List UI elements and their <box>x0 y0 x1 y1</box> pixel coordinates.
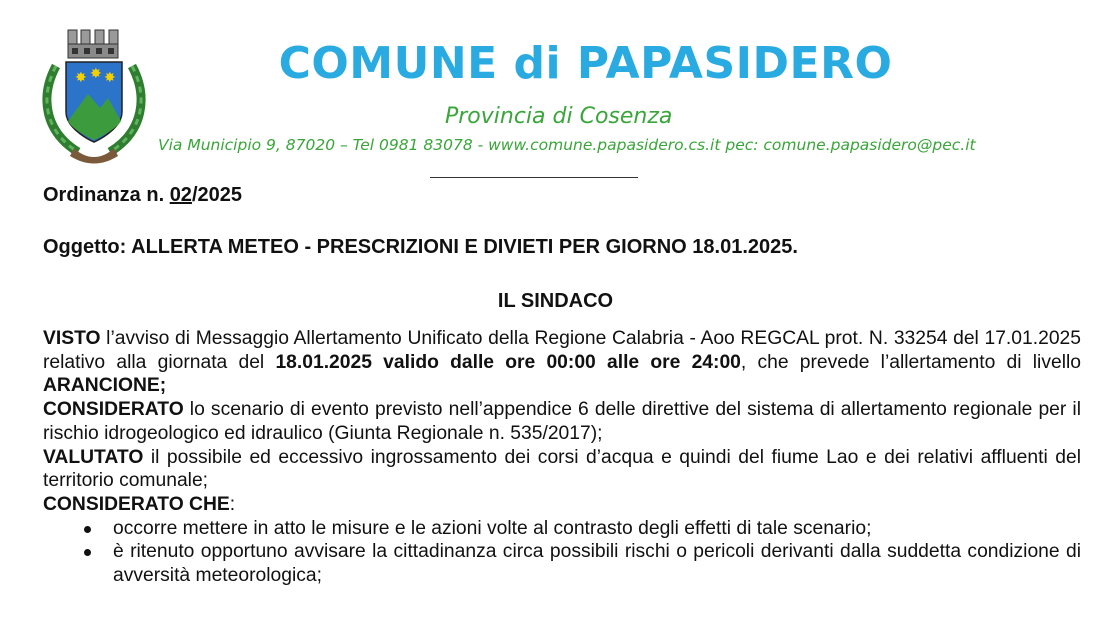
considerato-paragraph: CONSIDERATO lo scenario di evento previsto nell’appendice 6 delle direttive del sistema di allertamento regionale per il rischio idrogeologico ed idraulico (Giunta Regionale n. 535/2017); <box>43 399 1081 444</box>
bullet-icon <box>84 526 91 533</box>
svg-text:✸: ✸ <box>75 70 87 86</box>
list-item: è ritenuto opportuno avvisare la cittadinanza circa possibili rischi o pericoli derivanti dalla suddetta condizione di avversità meteorologica; <box>43 540 1081 587</box>
svg-text:✸: ✸ <box>104 70 116 86</box>
contact-line: Via Municipio 9, 87020 – Tel 0981 83078 - www.comune.papasidero.cs.it pec: comune.papasidero@pec.it <box>158 136 976 154</box>
page-title: COMUNE di PAPASIDERO <box>278 38 893 89</box>
considerations-list <box>43 517 1081 588</box>
list-item: occorre mettere in atto le misure e le azioni volte al contrasto degli effetti di tale scenario; <box>43 517 1081 541</box>
svg-text:✸: ✸ <box>90 66 102 82</box>
subject-line: Oggetto: ALLERTA METEO - PRESCRIZIONI E DIVIETI PER GIORNO 18.01.2025. <box>43 236 798 258</box>
considerato-che-heading: CONSIDERATO CHE: <box>43 493 236 515</box>
header-divider <box>430 177 638 178</box>
valutato-paragraph: VALUTATO il possibile ed eccessivo ingrossamento dei corsi d’acqua e quindi del fiume Lao e dei relativi affluenti del territorio comunale; <box>43 446 1081 492</box>
bullet-icon <box>84 549 91 556</box>
ordinance-number: Ordinanza n. 02/2025 <box>43 184 242 206</box>
section-heading: IL SINDACO <box>497 290 614 312</box>
province-subtitle: Provincia di Cosenza <box>445 104 673 129</box>
document-body <box>43 327 1081 588</box>
visto-paragraph: VISTO l’avviso di Messaggio Allertamento Unificato della Regione Calabria - Aoo REGCAL prot. N. 33254 del 17.01.2025 relativo alla giornata del 18.01.2025 valido dalle ore 00:00 alle ore 24:00, che prevede l’allertamento di livello ARANCIONE; <box>43 328 1081 397</box>
